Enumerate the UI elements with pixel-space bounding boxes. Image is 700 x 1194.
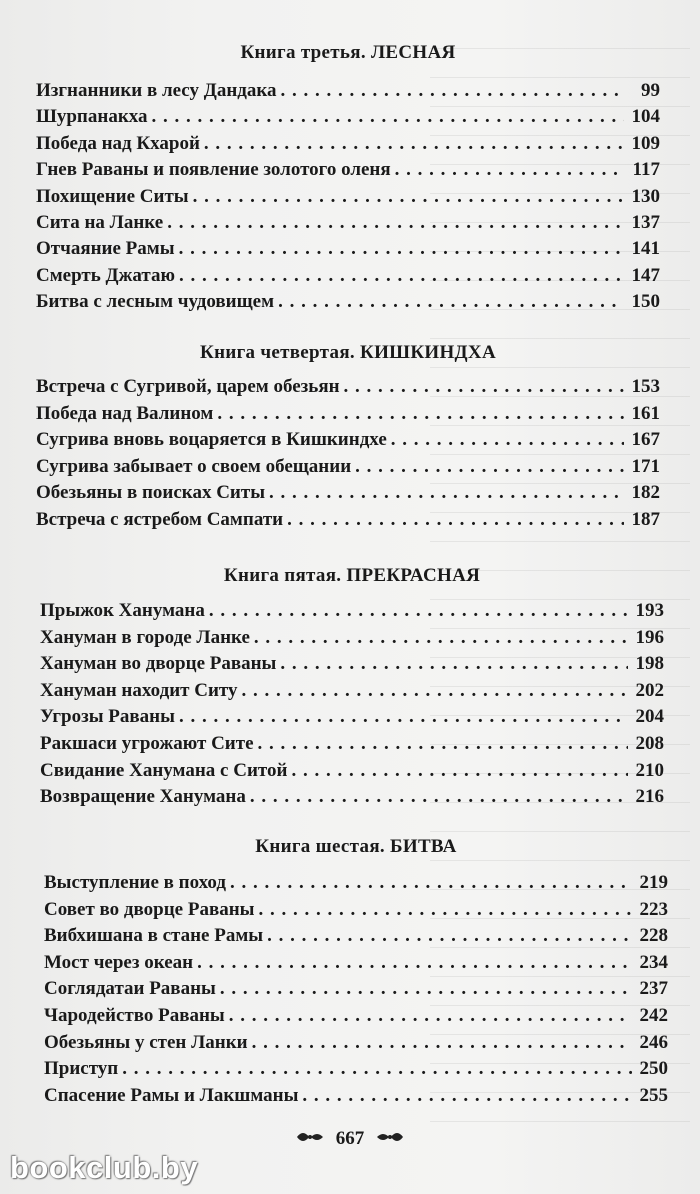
toc-entry [36,507,660,533]
dot-leader [281,78,624,104]
page-number: 667 [335,1128,365,1149]
dot-leader [395,157,624,183]
toc-entry-title: Смерть Джатаю [36,264,175,286]
toc-entry [40,678,664,704]
toc-entry [40,651,664,677]
toc-entry-page: 141 [631,238,660,260]
dot-leader [167,210,624,236]
dot-leader [355,454,624,480]
toc-entry-title: Соглядатаи Раваны [44,978,216,1000]
toc-entry [36,401,660,427]
toc-entry-page: 99 [641,80,660,101]
toc-entry-title: Совет во дворце Раваны [44,898,255,920]
toc-entry [36,263,660,289]
toc-entry-title: Сугрива вновь воцаряется в Кишкиндхе [36,429,387,451]
toc-entry-title: Мост через океан [44,951,194,973]
dot-leader [344,374,624,400]
toc-entry-title: Чародейство Раваны [44,1005,225,1026]
toc-entry [40,704,664,730]
toc-entry [36,454,660,480]
toc-entry [36,480,660,506]
toc-entry-page: 246 [639,1031,668,1053]
toc-entry-page: 137 [631,212,660,233]
toc-entry-page: 255 [639,1084,668,1106]
dot-leader [242,678,629,704]
dot-leader [197,950,632,976]
toc-entry-title: Шурпанакха [36,106,148,128]
toc-entry [40,598,664,624]
toc-entry [44,950,668,976]
dot-leader [302,1083,632,1109]
toc-entry-page: 104 [631,106,660,128]
toc-entry [36,131,660,157]
toc-entry-title: Ракшаси угрожают Сите [40,733,254,754]
dot-leader [287,507,624,533]
toc-entry [40,625,664,651]
toc-entry-page: 210 [635,759,664,781]
toc-entry-title: Отчаяние Рамы [36,238,175,260]
dot-leader [122,1056,632,1082]
toc-entry-page: 147 [631,264,660,286]
toc-entry [36,236,660,262]
dot-leader [217,401,624,427]
section-title: Книга шестая. БИТВА [255,836,457,857]
dot-leader [252,1030,632,1056]
left-ornament-icon [295,1129,325,1151]
toc-entry-title: Победа над Кхарой [36,132,200,154]
toc-entry-title: Спасение Рамы и Лакшманы [44,1084,299,1106]
toc-entry-title: Угрозы Раваны [40,706,175,728]
toc-entry-title: Битва с лесным чудовищем [36,291,275,313]
toc-entry-title: Хануман в городе Ланке [40,626,250,648]
toc-entry-page: 223 [639,898,668,920]
dot-leader [179,236,624,262]
toc-entry-title: Обезьяны в поисках Ситы [36,482,266,504]
toc-entry [44,1003,668,1029]
toc-entry-title: Гнев Раваны и появление золотого оленя [36,159,391,181]
dot-leader [291,758,628,784]
toc-entry-title: Встреча с Сугривой, царем обезьян [36,376,340,397]
dot-leader [278,289,624,315]
toc-entry-page: 228 [639,925,668,947]
toc-entry-title: Победа над Валином [36,402,214,424]
dot-leader [204,131,624,157]
toc-entry-page: 250 [639,1058,668,1080]
dot-leader [259,897,633,923]
toc-entry-page: 242 [639,1005,668,1026]
dot-leader [179,704,628,730]
dot-leader [269,480,624,506]
dot-leader [267,923,632,949]
toc-entry-page: 204 [635,706,664,728]
toc-entry-page: 219 [639,872,668,893]
dot-leader [179,263,624,289]
toc-entry [44,1083,668,1109]
toc-entry-page: 117 [632,159,660,181]
toc-entry [36,184,660,210]
toc-entry [40,758,664,784]
toc-entry-title: Сита на Ланке [36,212,164,233]
toc-entry-title: Прыжок Ханумана [40,600,205,621]
dot-leader [258,731,628,757]
toc-entry-page: 196 [635,626,664,648]
right-ornament-icon [375,1129,405,1151]
toc-entry [44,897,668,923]
toc-entry-page: 187 [631,509,660,530]
toc-entry [44,923,668,949]
section-title: Книга третья. ЛЕСНАЯ [240,42,456,63]
toc-entry-page: 171 [631,455,660,477]
toc-entry-title: Приступ [44,1058,119,1080]
toc-entry-page: 153 [631,376,660,397]
toc-entry-page: 150 [631,291,660,313]
toc-entry-page: 182 [631,482,660,504]
toc-entry-page: 202 [635,679,664,701]
watermark: bookclub.by [10,1150,199,1185]
section-title: Книга четвертая. КИШКИНДХА [200,342,496,363]
section-title: Книга пятая. ПРЕКРАСНАЯ [223,565,481,586]
toc-entry-page: 167 [631,429,660,451]
page-footer [0,1128,700,1151]
dot-leader [229,1003,632,1029]
dot-leader [280,651,628,677]
toc-entry-title: Выступление в поход [44,872,226,893]
toc-entry [36,157,660,183]
dot-leader [230,870,632,896]
toc-entry-page: 193 [635,600,664,621]
toc-entry-title: Хануман во дворце Раваны [40,653,277,675]
toc-entry [36,78,660,104]
toc-entry [36,104,660,130]
toc-entry-title: Изгнанники в лесу Дандака [36,80,277,101]
toc-entry-page: 198 [635,653,664,675]
dot-leader [254,625,628,651]
toc-entry-page: 109 [631,132,660,154]
toc-entry [36,427,660,453]
toc-entry [44,1030,668,1056]
toc-entry-title: Возвращение Ханумана [40,786,246,808]
toc-entry-page: 208 [635,733,664,754]
toc-entry-title: Хануман находит Ситу [40,679,238,701]
toc-entry-title: Встреча с ястребом Сампати [36,509,284,530]
toc-entry [40,784,664,810]
toc-entry [40,731,664,757]
toc-entry-title: Похищение Ситы [36,185,189,207]
toc-entry [36,374,660,400]
toc-entry [44,976,668,1002]
toc-entry [36,289,660,315]
toc-entry-page: 161 [631,402,660,424]
dot-leader [209,598,628,624]
toc-entry [44,870,668,896]
dot-leader [193,184,624,210]
toc-entry-page: 234 [639,951,668,973]
toc-entry-title: Сугрива забывает о своем обещании [36,455,352,477]
toc-entry-title: Свидание Ханумана с Ситой [40,759,288,781]
toc-entry-title: Вибхишана в стане Рамы [44,925,264,947]
toc-entry [36,210,660,236]
dot-leader [391,427,624,453]
toc-entry-title: Обезьяны у стен Ланки [44,1031,248,1053]
dot-leader [152,104,624,130]
dot-leader [250,784,628,810]
toc-entry [44,1056,668,1082]
toc-entry-page: 237 [639,978,668,1000]
toc-entry-page: 216 [635,786,664,808]
dot-leader [220,976,632,1002]
toc-entry-page: 130 [631,185,660,207]
